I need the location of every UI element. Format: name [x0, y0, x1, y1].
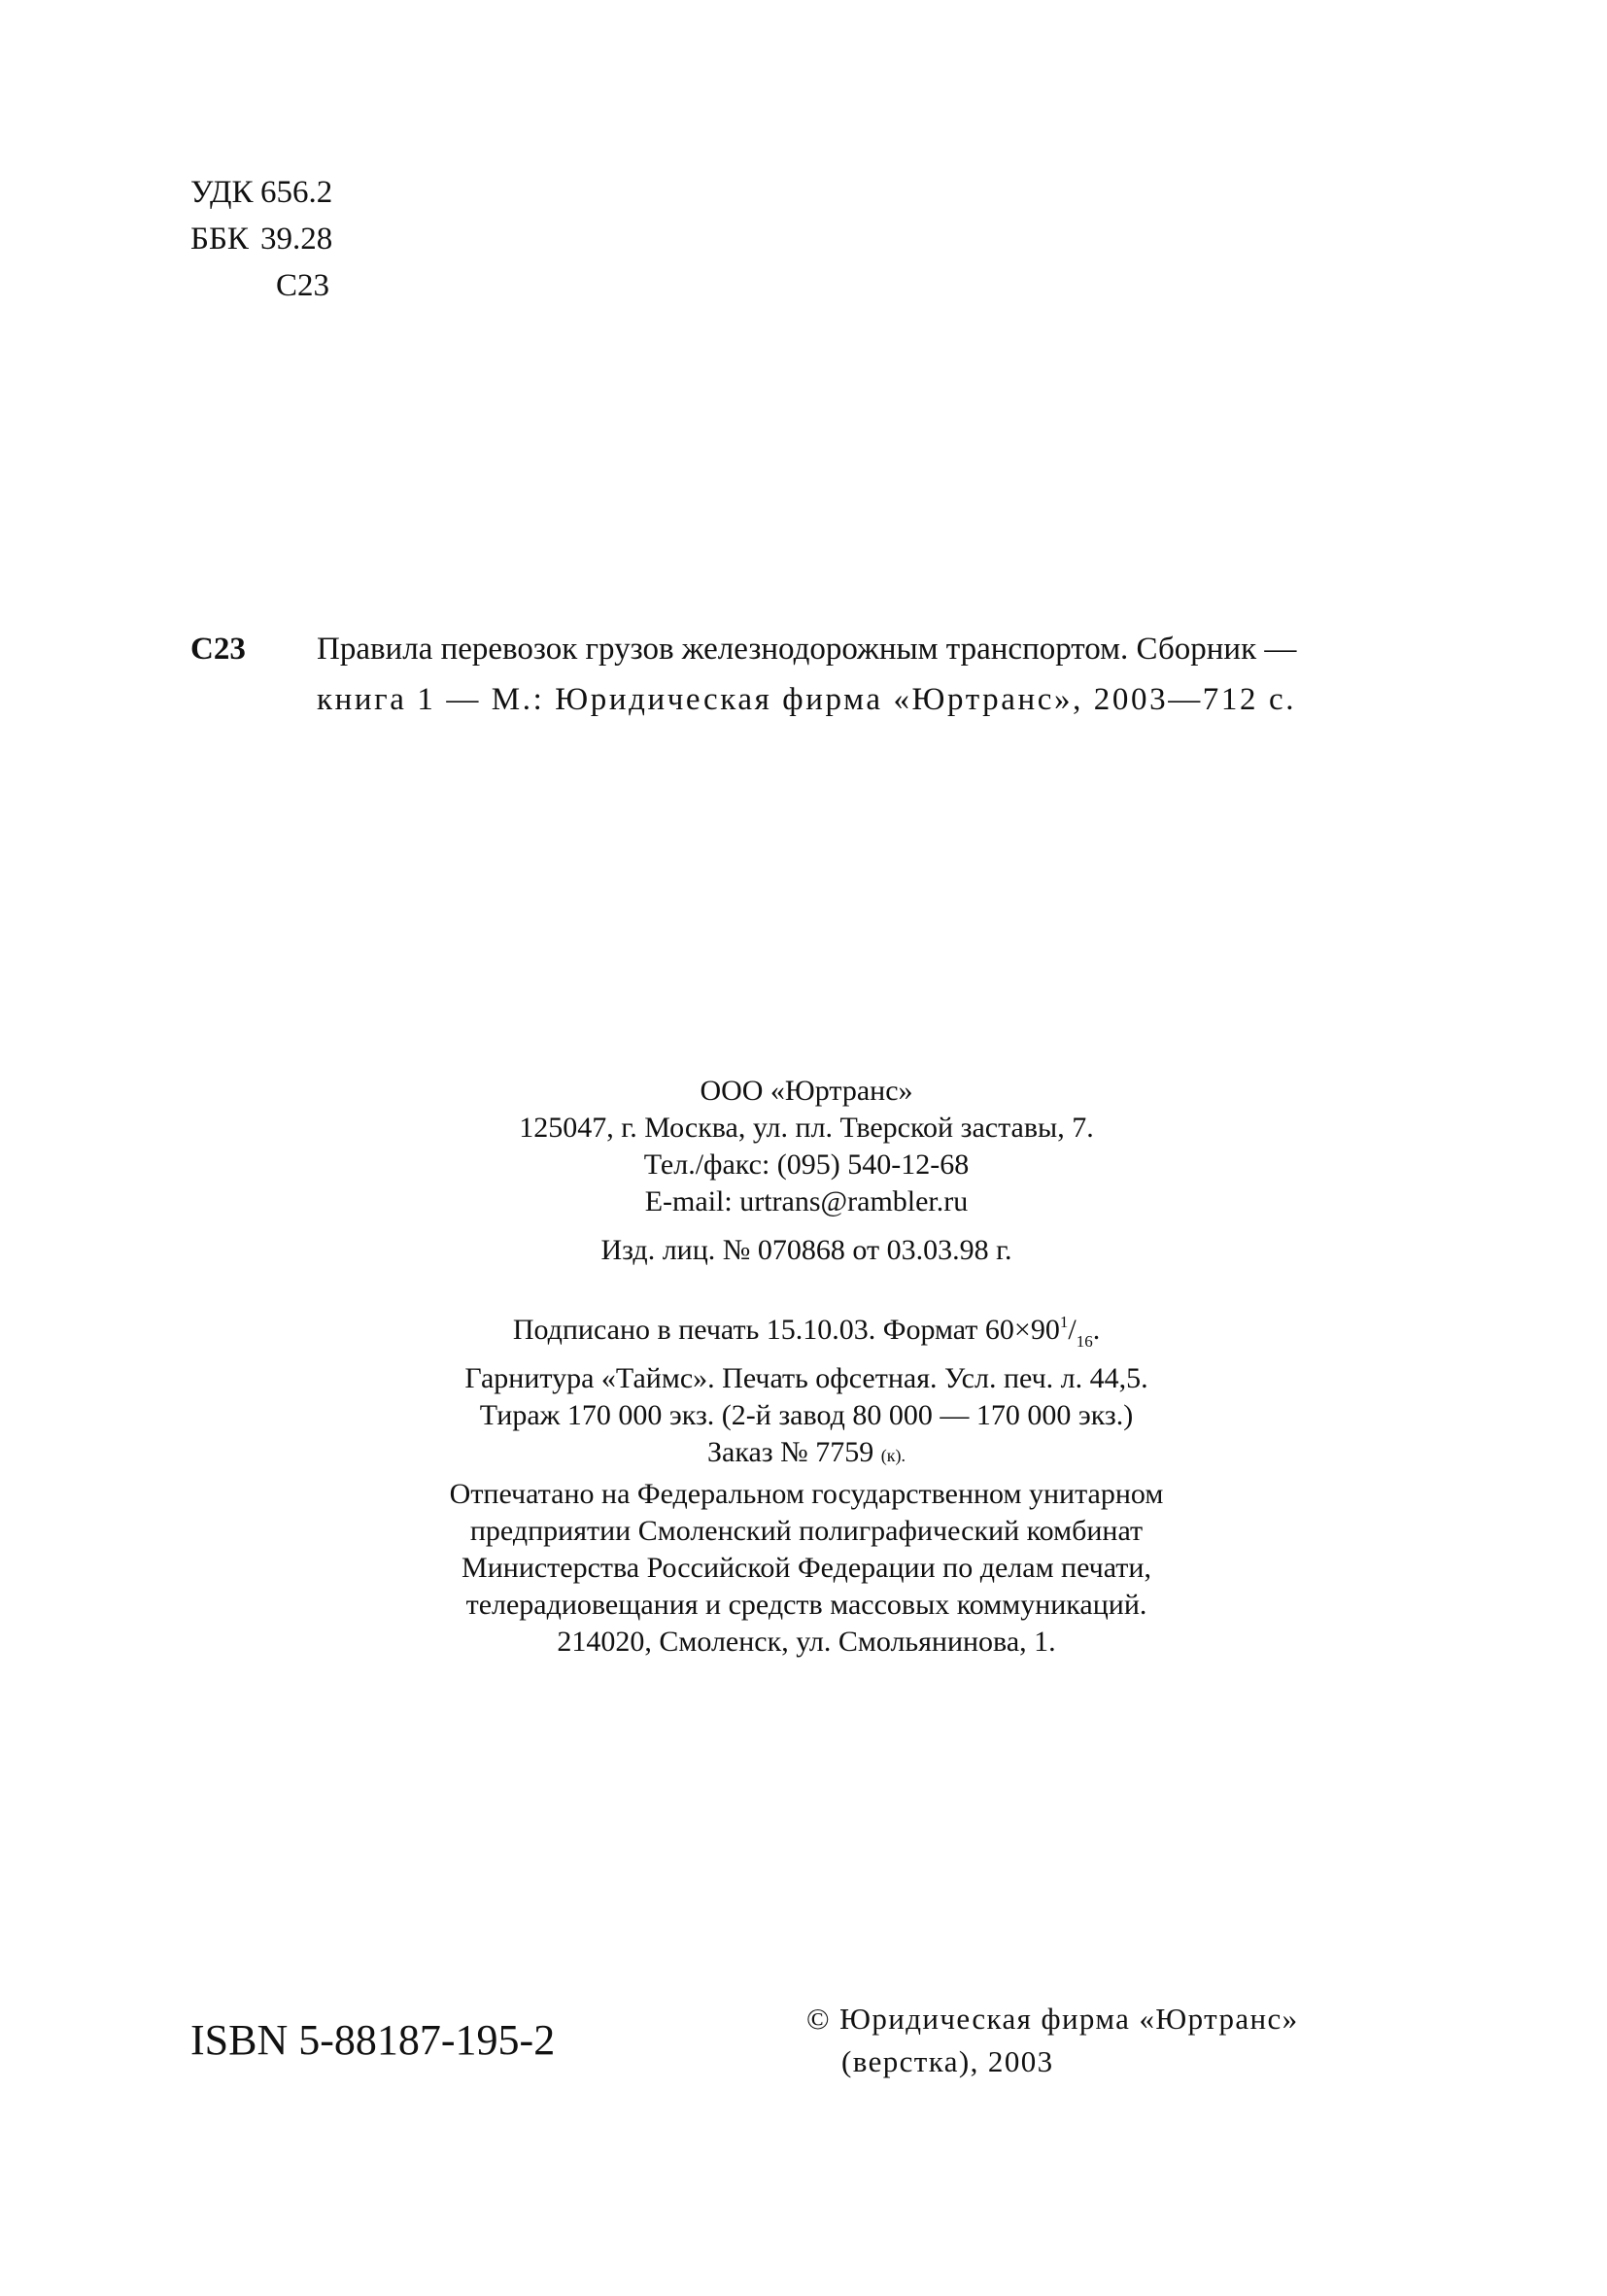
order-number: Заказ № 7759	[707, 1436, 874, 1468]
print-signed-text: Подписано в печать 15.10.03. Формат 60×90	[512, 1314, 1060, 1346]
classification-block	[190, 169, 332, 309]
bbk-value: 39.28	[260, 222, 333, 257]
publisher-address: 125047, г. Москва, ул. пл. Тверской заставы, 7.	[519, 1112, 1094, 1144]
bib-code: С23	[190, 632, 246, 667]
publisher-email: E-mail: urtrans@rambler.ru	[644, 1185, 969, 1217]
print-signed-line	[321, 1304, 1292, 1360]
udk-value: 656.2	[260, 175, 333, 210]
udk-line	[190, 169, 332, 216]
format-end: .	[1092, 1314, 1101, 1346]
publisher-license: Изд. лиц. № 070868 от 03.03.98 г.	[600, 1234, 1012, 1266]
isbn: ISBN 5-88187-195-2	[190, 2016, 556, 2064]
author-sign: С23	[276, 268, 330, 303]
bbk-label: ББК	[190, 222, 249, 257]
bib-record	[317, 624, 1424, 725]
bib-line-2: книга 1 — М.: Юридическая фирма «Юртранс», 2003—712 с.	[317, 682, 1297, 717]
udk-label: УДК	[190, 175, 254, 210]
format-numerator: 1	[1059, 1313, 1069, 1331]
copyright-block	[806, 1998, 1299, 2083]
publisher-phone: Тел./факс: (095) 540-12-68	[643, 1148, 970, 1181]
printer-line-1: Отпечатано на Федеральном государственном унитарном	[449, 1478, 1164, 1510]
printer-line-5: 214020, Смоленск, ул. Смольянинова, 1.	[557, 1626, 1056, 1658]
copyright-line-1: © Юридическая фирма «Юртранс»	[806, 2002, 1299, 2036]
print-order-line	[321, 1434, 1292, 1474]
print-run-line: Тираж 170 000 экз. (2-й завод 80 000 — 170 000 экз.)	[479, 1399, 1134, 1431]
printer-line-3: Министерства Российской Федерации по делам печати,	[462, 1552, 1151, 1584]
print-info-block	[321, 1304, 1292, 1474]
printer-block	[321, 1476, 1292, 1661]
printer-line-4: телерадиовещания и средств массовых коммуникаций.	[465, 1589, 1147, 1621]
printer-line-2: предприятии Смоленский полиграфический комбинат	[469, 1515, 1144, 1547]
format-slash: /	[1068, 1314, 1077, 1346]
bib-line-1: Правила перевозок грузов железнодорожным транспортом. Сборник —	[317, 632, 1297, 667]
publisher-block	[321, 1073, 1292, 1269]
order-suffix: (к).	[880, 1446, 906, 1465]
publisher-name: ООО «Юртранс»	[700, 1075, 913, 1107]
print-font-line: Гарнитура «Таймс». Печать офсетная. Усл. печ. л. 44,5.	[464, 1362, 1148, 1394]
bbk-line	[190, 216, 332, 262]
copyright-line-2: (верстка), 2003	[841, 2044, 1054, 2078]
format-denominator: 16	[1076, 1332, 1093, 1351]
